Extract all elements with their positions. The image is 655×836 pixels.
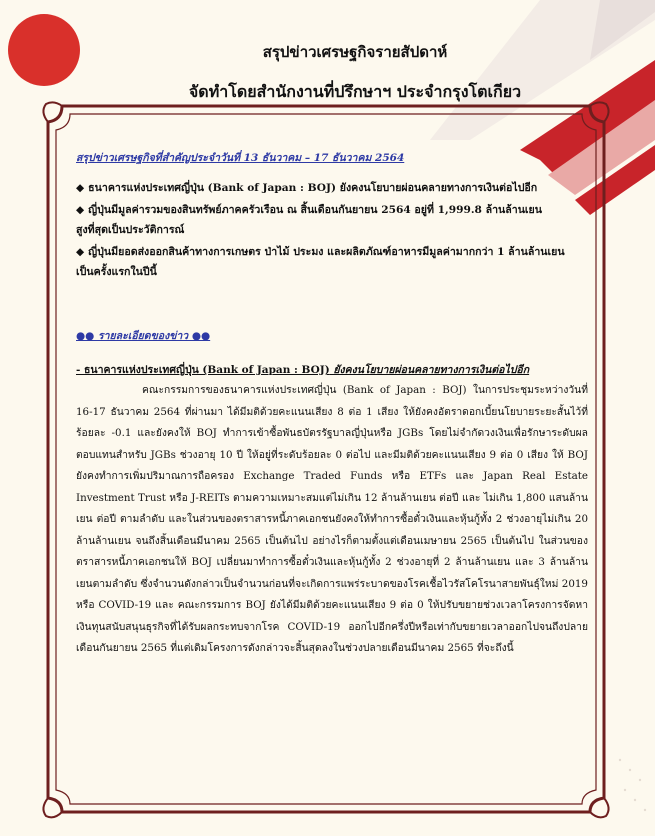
summary-item-text: ญี่ปุ่นมียอดส่งออกสินค้าทางการเกษตร ป่าไม้ ประมง และผลิตภัณฑ์อาหารมีมูลค่ามากกว่า 1 ล้านล้านเยน — [88, 246, 565, 258]
detail-item-title-suffix: ยังคงนโยบายผ่อนคลายทางการเงินต่อไปอีก — [329, 364, 530, 376]
rising-sun-circle — [8, 14, 80, 86]
details-heading: ●● รายละเอียดของข่าว ●● — [76, 330, 211, 342]
detail-item-title-prefix: - ธนาคารแห่งประเทศญี่ปุ่น (Bank of Japan : BOJ) — [76, 364, 330, 376]
diamond-bullet-icon: ◆ — [76, 182, 85, 194]
summary-item — [76, 242, 588, 282]
page-title: สรุปข่าวเศรษฐกิจรายสัปดาห์ — [262, 43, 448, 61]
detail-item-title — [76, 360, 588, 380]
summary-item — [76, 200, 588, 240]
summary-heading: สรุปข่าวเศรษฐกิจที่สำคัญประจำวันที่ 13 ธันวาคม – 17 ธันวาคม 2564 — [76, 152, 405, 164]
summary-list — [76, 178, 588, 282]
summary-item — [76, 178, 588, 198]
document-content — [76, 148, 588, 660]
page-subtitle: จัดทำโดยสำนักงานที่ปรึกษาฯ ประจำกรุงโตเกียว — [188, 82, 522, 101]
detail-item-body: คณะกรรมการของธนาคารแห่งประเทศญี่ปุ่น (Bank of Japan : BOJ) ในการประชุมระหว่างวันที่ 16-17 ธันวาคม 2564 ที่ผ่านมา ได้มีมติด้วยคะแนนเสียง 8 ต่อ 1 เสียง ให้ยังคงอัตราดอกเบี้ยนโยบายระยะสั้นไว้ที่ร้อยละ -0.1 และยังคงให้ BOJ ทำการเข้าซื้อพันธบัตรรัฐบาลญี่ปุ่นหรือ JGBs โดยไม่จำกัดวงเงินเพื่อรักษาระดับผลตอบแทนสำหรับ JGBs ช่วงอายุ 10 ปี ให้อยู่ที่ระดับร้อยละ 0 ต่อไป และมีมติด้วยคะแนนเสียง 9 ต่อ 0 เสียง ให้ BOJ ยังคงทำการเพิ่มปริมาณการถือครอง Exchange Traded Funds หรือ ETFs และ Japan Real Estate Investment Trust หรือ J-REITs ตามความเหมาะสมแต่ไม่เกิน 12 ล้านล้านเยน ต่อปี และ ไม่เกิน 1,800 แสนล้านเยน ต่อปี ตามลำดับ และในส่วนของตราสารหนี้ภาคเอกชนยังคงให้ทำการซื้อตั๋วเงินและหุ้นกู้ทั้ง 2 ช่วงอายุไม่เกิน 20 ล้านล้านเยน จนถึงสิ้นเดือนมีนาคม 2565 เป็นต้นไป อย่างไรก็ตามตั้งแต่เดือนเมษายน 2565 เป็นต้นไป ในส่วนของตราสารหนี้ภาคเอกชนให้ BOJ เปลี่ยนมาทำการซื้อตั๋วเงินและหุ้นกู้ทั้ง 2 ช่วงอายุที่ 2 ล้านล้านเยน และ 3 ล้านล้านเยนตามลำดับ ซึ่งจำนวนดังกล่าวเป็นจำนวนก่อนที่จะเกิดการแพร่ระบาดของโรคเชื้อไวรัสโคโรนาสายพันธุ์ใหม่ 2019 หรือ COVID-19 และ คณะกรรมการ BOJ ยังได้มีมติด้วยคะแนนเสียง 9 ต่อ 0 ให้ปรับขยายช่วงเวลาโครงการจัดหาเงินทุนสนับสนุนธุรกิจที่ได้รับผลกระทบจากโรค COVID-19 ออกไปอีกครึ่งปีหรือเท่ากับขยายเวลาออกไปจนถึงปลายเดือนกันยายน 2565 ที่แต่เดิมโครงการดังกล่าวจะสิ้นสุดลงในช่วงปลายเดือนมีนาคม 2565 ที่จะถึงนี้ — [76, 384, 588, 654]
summary-item-text: ธนาคารแห่งประเทศญี่ปุ่น (Bank of Japan : BOJ) ยังคงนโยบายผ่อนคลายทางการเงินต่อไปอีก — [88, 182, 538, 194]
summary-item-text-cont: สูงที่สุดเป็นประวัติการณ์ — [76, 224, 185, 236]
diamond-bullet-icon: ◆ — [76, 204, 85, 216]
summary-item-text-cont: เป็นครั้งแรกในปีนี้ — [76, 266, 157, 278]
dot-pattern — [619, 759, 646, 811]
summary-item-text: ญี่ปุ่นมีมูลค่ารวมของสินทรัพย์ภาคครัวเรือน ณ สิ้นเดือนกันยายน 2564 อยู่ที่ 1,999.8 ล้านล้านเยน — [88, 204, 543, 216]
diamond-bullet-icon: ◆ — [76, 246, 85, 258]
